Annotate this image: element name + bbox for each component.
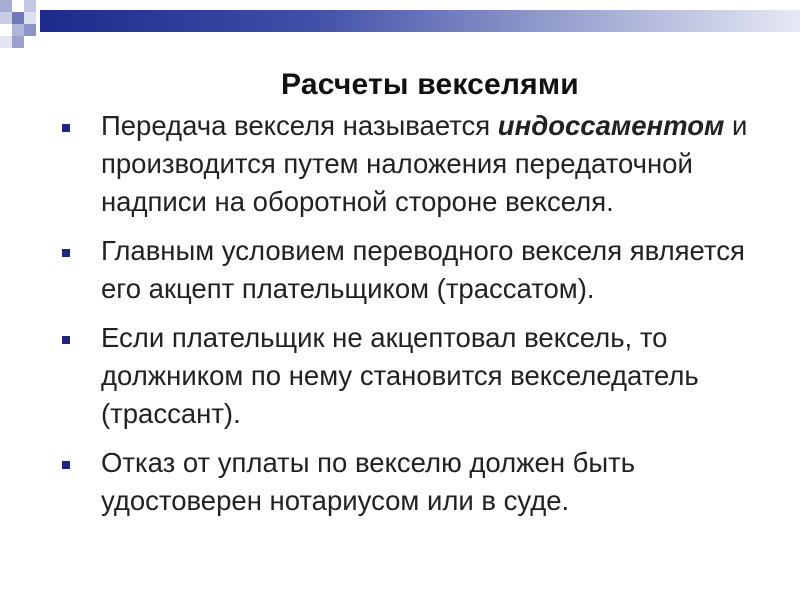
decor-square <box>12 24 24 36</box>
decor-square <box>0 0 12 12</box>
square-bullet-icon <box>62 461 70 469</box>
bullet-text: и производится путем наложения передаточной надписи на оборотной стороне векселя. <box>101 110 748 217</box>
decor-square <box>24 12 36 24</box>
bullet-item <box>60 107 790 221</box>
bullet-text: Передача векселя называется <box>101 110 491 141</box>
bullet-item <box>60 319 790 433</box>
bullet-item <box>60 444 790 520</box>
square-bullet-icon <box>62 249 70 257</box>
decor-square <box>12 0 24 12</box>
bullet-text: Если плательщик не акцептовал вексель, то должником по нему становится векселедатель (трассант). <box>101 322 699 429</box>
slide-title: Расчеты векселями <box>281 68 579 101</box>
square-bullet-icon <box>62 336 70 344</box>
decorative-header-band <box>0 0 800 48</box>
bullet-list <box>60 107 790 531</box>
decor-square <box>24 24 36 36</box>
decor-square <box>12 12 24 24</box>
decor-square <box>12 36 24 48</box>
decor-square <box>24 0 36 12</box>
square-bullet-icon <box>62 124 70 132</box>
bullet-text: Отказ от уплаты по векселю должен быть удостоверен нотариусом или в суде. <box>101 447 636 516</box>
emphasized-term: индоссаментом <box>497 110 725 141</box>
bullet-text: Главным условием переводного векселя является его акцепт плательщиком (трассатом). <box>101 235 745 304</box>
header-gradient-bar <box>40 10 800 32</box>
decor-square <box>0 36 12 48</box>
decor-square <box>0 12 12 24</box>
bullet-item <box>60 232 790 308</box>
